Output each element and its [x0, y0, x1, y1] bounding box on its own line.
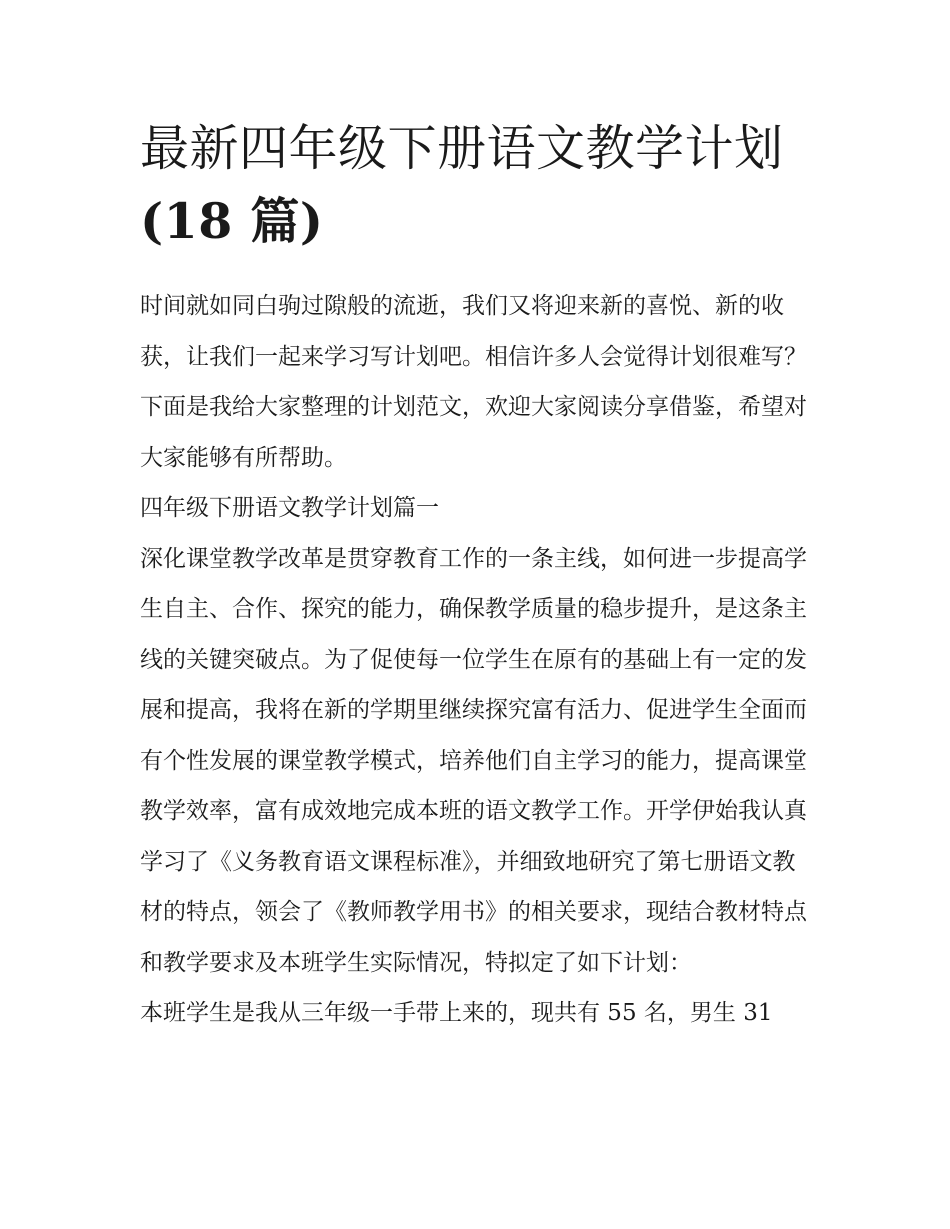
document-title — [140, 112, 814, 258]
section-1-paragraph-1: 深化课堂教学改革是贯穿教育工作的一条主线，如何进一步提高学生自主、合作、探究的能力，确保教学质量的稳步提升，是这条主线的关键突破点。为了促使每一位学生在原有的基础上有一定的发展和提高，我将在新的学期里继续探究富有活力、促进学生全面而有个性发展的课堂教学模式，培养他们自主学习的能力，提高课堂教学效率，富有成效地完成本班的语文教学工作。开学伊始我认真学习了《义务教育语文课程标准》，并细致地研究了第七册语文教材的特点，领会了《教师教学用书》的相关要求，现结合教材特点和教学要求及本班学生实际情况，特拟定了如下计划： — [140, 545, 807, 976]
section-1-paragraph-2: 本班学生是我从三年级一手带上来的，现共有 55 名，男生 31 — [140, 1000, 773, 1026]
title-line-2: (18 篇) — [140, 192, 324, 250]
title-line-1: 最新四年级下册语文教学计划 — [140, 120, 784, 177]
intro-paragraph: 时间就如同白驹过隙般的流逝，我们又将迎来新的喜悦、新的收获，让我们一起来学习写计划吧。相信许多人会觉得计划很难写？下面是我给大家整理的计划范文，欢迎大家阅读分享借鉴，希望对大家能够有所帮助。 — [140, 293, 807, 471]
section-heading-1: 四年级下册语文教学计划篇一 — [140, 495, 439, 521]
